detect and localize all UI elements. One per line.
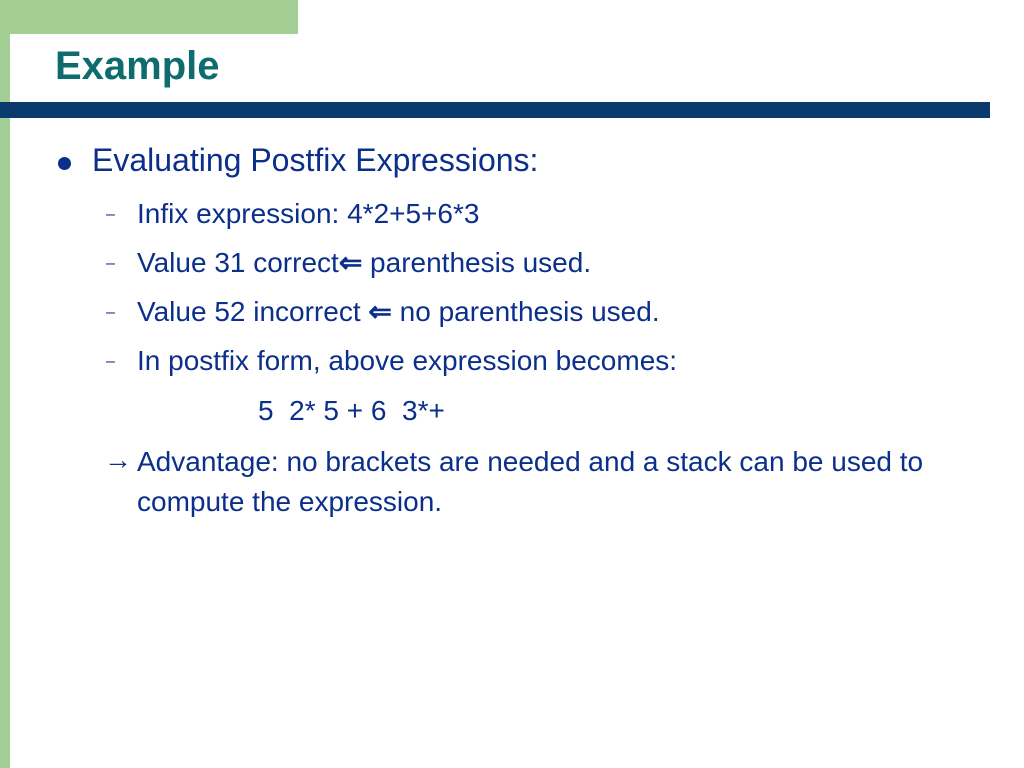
sub-item-postfix-intro: In postfix form, above expression becomes: bbox=[137, 345, 678, 376]
slide-title: Example bbox=[55, 44, 220, 88]
bullet-dot-icon bbox=[58, 157, 71, 170]
sub-item-infix: Infix expression: 4*2+5+6*3 bbox=[137, 198, 480, 229]
postfix-expression: 5 2* 5 + 6 3*+ bbox=[258, 395, 445, 426]
right-arrow-icon: → bbox=[104, 444, 132, 475]
sub-item-text: Value 52 incorrect bbox=[137, 296, 369, 327]
left-arrow-icon: ⇐ bbox=[338, 247, 363, 278]
left-arrow-icon: ⇐ bbox=[368, 296, 392, 327]
sub-item-text: no parenthesis used. bbox=[391, 296, 660, 327]
sub-item-text: Value 31 correct bbox=[137, 247, 339, 278]
dash-icon: – bbox=[106, 255, 115, 272]
sub-item-value-52 bbox=[137, 294, 660, 330]
advantage-text: Advantage: no brackets are needed and a stack can be used to compute the expression. bbox=[137, 446, 924, 517]
dash-icon: – bbox=[106, 353, 115, 370]
main-bullet-text: Evaluating Postfix Expressions: bbox=[92, 142, 539, 178]
dash-icon: – bbox=[106, 304, 115, 321]
sub-item-value-31 bbox=[137, 245, 591, 281]
dash-icon: – bbox=[106, 206, 115, 223]
sub-item-text: parenthesis used. bbox=[362, 247, 592, 278]
